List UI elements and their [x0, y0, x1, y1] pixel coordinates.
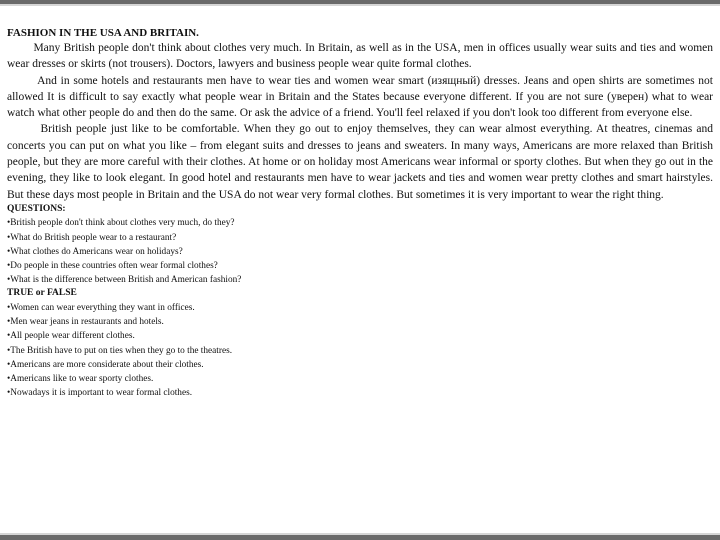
question-item: •What is the difference between British and American fashion?	[7, 275, 242, 286]
question-item: •British people don't think about clothes very much, do they?	[7, 218, 235, 229]
true-false-item: •The British have to put on ties when they go to the theatres.	[7, 345, 233, 356]
document-body	[7, 26, 716, 400]
paragraph-1: Many British people don't think about clothes very much. In Britain, as well as in the USA, men in offices usually wear suits and ties and women wear dresses or skirts (not trousers). Doctors, lawyers and business people wear quite formal clothes.	[7, 42, 716, 71]
true-false-item: •All people wear different clothes.	[7, 331, 135, 342]
true-false-item: •Nowadays it is important to wear formal clothes.	[7, 388, 193, 399]
true-false-item: •Americans are more considerate about their clothes.	[7, 359, 204, 370]
bottom-frame-bar	[0, 535, 720, 540]
document-title: FASHION IN THE USA AND BRITAIN.	[7, 27, 199, 39]
true-false-item: •Men wear jeans in restaurants and hotels.	[7, 317, 164, 328]
questions-list	[7, 216, 713, 287]
question-item: •What do British people wear to a restaurant?	[7, 232, 177, 243]
paragraph-3: British people just like to be comfortable. When they go out to enjoy themselves, they can wear almost everything. At theatres, cinemas and concerts you can put on what you like – from elegant suits and dresses to jeans and sweaters. In many ways, Americans are more relaxed than British people, but they are more careful with their clothes. At home or on holiday most Americans wear informal or sporty clothes. But when they go out in the evening, they like to look elegant. In good hotel and restaurants men have to wear jackets and ties and women wear pretty clothes and smart hairstyles. But these days most people in Britain and the USA do not wear very formal clothes. But sometimes it is very important to wear the right thing.	[7, 123, 716, 201]
paragraph-2: And in some hotels and restaurants men have to wear ties and women wear smart (изящный) dresses. Jeans and open shirts are sometimes not allowed It is difficult to say exactly what people wear in Britain and the States because everyone different. If you are not sure (уверен) what to wear watch what other people do and then do the same. Or ask the advice of a friend. You'll feel relaxed if you don't look too different from everyone else.	[7, 74, 716, 120]
true-false-heading: TRUE or FALSE	[7, 288, 77, 299]
true-false-item: •Americans like to wear sporty clothes.	[7, 374, 154, 384]
true-false-item: •Women can wear everything they want in offices.	[7, 302, 195, 313]
question-item: •What clothes do Americans wear on holidays?	[7, 246, 183, 257]
true-false-list	[7, 301, 713, 400]
question-item: •Do people in these countries often wear formal clothes?	[7, 261, 218, 272]
questions-heading: QUESTIONS:	[7, 203, 66, 214]
top-frame-line	[0, 4, 720, 6]
